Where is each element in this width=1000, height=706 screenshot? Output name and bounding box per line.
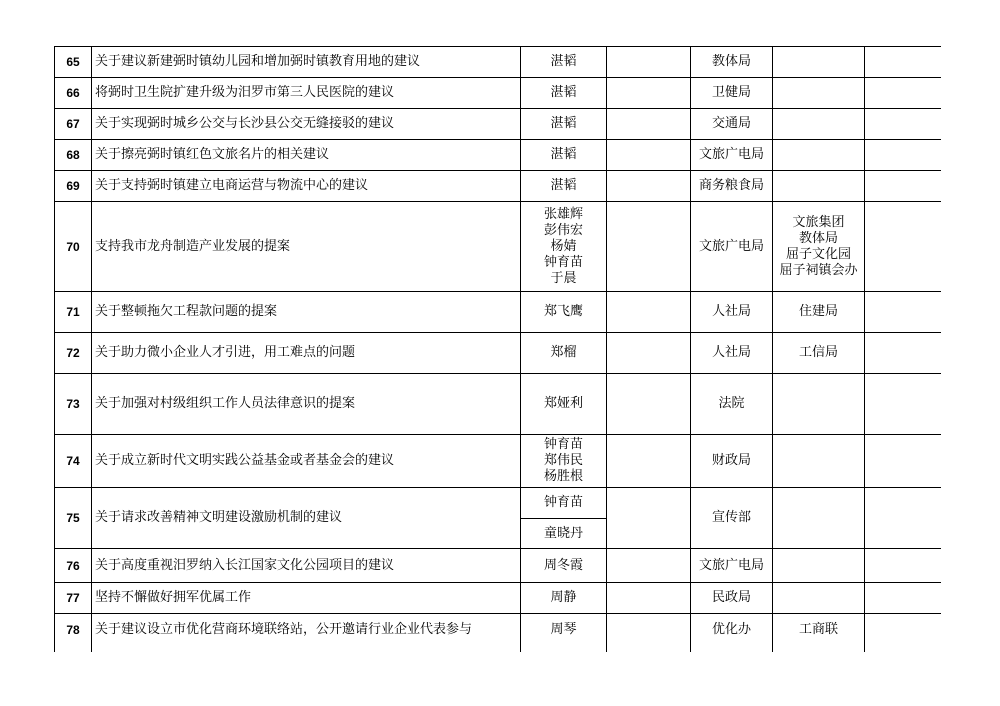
- assist-unit-line: 文旅集团: [792, 214, 845, 230]
- assist-unit: [773, 140, 865, 171]
- proposer: 湛韬: [521, 47, 607, 78]
- assist-unit: [773, 488, 865, 549]
- assist-unit-line: 屈子祠镇会办: [779, 262, 858, 278]
- empty-cell: [607, 488, 691, 549]
- proposer: 周琴: [521, 614, 607, 653]
- table-row: [55, 109, 942, 140]
- proposer: [521, 202, 607, 292]
- lead-unit: 人社局: [691, 292, 773, 333]
- remark-cell: [865, 202, 942, 292]
- remark-cell: [865, 374, 942, 435]
- table-row: [55, 583, 942, 614]
- proposer: 湛韬: [521, 78, 607, 109]
- row-number: 69: [55, 171, 92, 202]
- assist-unit: 工信局: [773, 333, 865, 374]
- empty-cell: [607, 333, 691, 374]
- lead-unit: 宣传部: [691, 488, 773, 549]
- table-row: [55, 488, 942, 519]
- assist-unit: [773, 202, 865, 292]
- row-number: 73: [55, 374, 92, 435]
- empty-cell: [607, 171, 691, 202]
- table-row: [55, 202, 942, 292]
- proposal-title: 关于成立新时代文明实践公益基金或者基金会的建议: [92, 435, 521, 488]
- lead-unit: 文旅广电局: [691, 549, 773, 583]
- proposal-title: 关于建议设立市优化营商环境联络站，公开邀请行业企业代表参与: [92, 614, 521, 653]
- remark-cell: [865, 47, 942, 78]
- proposer: 童晓丹: [521, 519, 607, 549]
- proposer-line: 钟育苗: [543, 437, 583, 452]
- empty-cell: [607, 78, 691, 109]
- row-number: 75: [55, 488, 92, 549]
- assist-unit: 工商联: [773, 614, 865, 653]
- remark-cell: [865, 292, 942, 333]
- assist-unit-line: 教体局: [798, 230, 838, 246]
- row-number: 66: [55, 78, 92, 109]
- lead-unit: 商务粮食局: [691, 171, 773, 202]
- row-number: 77: [55, 583, 92, 614]
- proposer: 郑娅利: [521, 374, 607, 435]
- row-number: 74: [55, 435, 92, 488]
- proposer: 钟育苗: [521, 488, 607, 519]
- lead-unit: 民政局: [691, 583, 773, 614]
- proposer: 周冬霞: [521, 549, 607, 583]
- proposal-title: 关于建议新建弼时镇幼儿园和增加弼时镇教育用地的建议: [92, 47, 521, 78]
- proposer: 周静: [521, 583, 607, 614]
- remark-cell: [865, 78, 942, 109]
- row-number: 70: [55, 202, 92, 292]
- proposer-line: 杨胜根: [543, 469, 583, 484]
- table-row: [55, 292, 942, 333]
- proposal-table: [54, 46, 941, 652]
- proposer: [521, 435, 607, 488]
- row-number: 72: [55, 333, 92, 374]
- table-row: [55, 435, 942, 488]
- empty-cell: [607, 435, 691, 488]
- proposal-title: 将弼时卫生院扩建升级为汨罗市第三人民医院的建议: [92, 78, 521, 109]
- proposal-title: 关于擦亮弼时镇红色文旅名片的相关建议: [92, 140, 521, 171]
- empty-cell: [607, 549, 691, 583]
- proposer: 湛韬: [521, 140, 607, 171]
- lead-unit: 教体局: [691, 47, 773, 78]
- table-row: [55, 374, 942, 435]
- lead-unit: 法院: [691, 374, 773, 435]
- empty-cell: [607, 374, 691, 435]
- assist-unit: 住建局: [773, 292, 865, 333]
- empty-cell: [607, 292, 691, 333]
- empty-cell: [607, 109, 691, 140]
- remark-cell: [865, 583, 942, 614]
- table-row: [55, 47, 942, 78]
- remark-cell: [865, 171, 942, 202]
- empty-cell: [607, 47, 691, 78]
- proposer-line: 杨婧: [550, 238, 577, 254]
- proposal-title: 关于支持弼时镇建立电商运营与物流中心的建议: [92, 171, 521, 202]
- remark-cell: [865, 614, 942, 653]
- proposer-line: 郑伟民: [543, 453, 583, 468]
- assist-unit: [773, 171, 865, 202]
- proposer: 郑榴: [521, 333, 607, 374]
- row-number: 65: [55, 47, 92, 78]
- proposer-line: 彭伟宏: [543, 222, 583, 238]
- remark-cell: [865, 333, 942, 374]
- table-row: [55, 549, 942, 583]
- table-row: [55, 333, 942, 374]
- proposer-line: 张雄辉: [543, 206, 583, 222]
- proposal-title: 关于实现弼时城乡公交与长沙县公交无缝接驳的建议: [92, 109, 521, 140]
- row-number: 71: [55, 292, 92, 333]
- lead-unit: 财政局: [691, 435, 773, 488]
- empty-cell: [607, 614, 691, 653]
- empty-cell: [607, 202, 691, 292]
- assist-unit: [773, 78, 865, 109]
- table-row: [55, 614, 942, 653]
- remark-cell: [865, 549, 942, 583]
- remark-cell: [865, 140, 942, 171]
- row-number: 67: [55, 109, 92, 140]
- assist-unit: [773, 47, 865, 78]
- assist-unit: [773, 374, 865, 435]
- proposer: 湛韬: [521, 171, 607, 202]
- table-row: [55, 78, 942, 109]
- row-number: 76: [55, 549, 92, 583]
- proposal-title: 关于加强对村级组织工作人员法律意识的提案: [92, 374, 521, 435]
- assist-unit-line: 屈子文化园: [785, 246, 851, 262]
- lead-unit: 优化办: [691, 614, 773, 653]
- remark-cell: [865, 435, 942, 488]
- proposer-line: 于晨: [550, 270, 577, 286]
- assist-unit: [773, 549, 865, 583]
- lead-unit: 文旅广电局: [691, 202, 773, 292]
- proposer-line: 钟育苗: [543, 254, 583, 270]
- proposal-title: 坚持不懈做好拥军优属工作: [92, 583, 521, 614]
- assist-unit: [773, 583, 865, 614]
- proposal-title: 关于请求改善精神文明建设激励机制的建议: [92, 488, 521, 549]
- row-number: 78: [55, 614, 92, 653]
- assist-unit: [773, 435, 865, 488]
- lead-unit: 交通局: [691, 109, 773, 140]
- empty-cell: [607, 140, 691, 171]
- spreadsheet-page: [54, 46, 941, 652]
- row-number: 68: [55, 140, 92, 171]
- remark-cell: [865, 109, 942, 140]
- proposal-title: 支持我市龙舟制造产业发展的提案: [92, 202, 521, 292]
- remark-cell: [865, 488, 942, 549]
- lead-unit: 人社局: [691, 333, 773, 374]
- table-row: [55, 171, 942, 202]
- proposer: 湛韬: [521, 109, 607, 140]
- empty-cell: [607, 583, 691, 614]
- proposal-title: 关于整顿拖欠工程款问题的提案: [92, 292, 521, 333]
- table-row: [55, 140, 942, 171]
- proposer: 郑飞鹰: [521, 292, 607, 333]
- proposal-title: 关于助力微小企业人才引进，用工难点的问题: [92, 333, 521, 374]
- lead-unit: 文旅广电局: [691, 140, 773, 171]
- proposal-title: 关于高度重视汨罗纳入长江国家文化公园项目的建议: [92, 549, 521, 583]
- lead-unit: 卫健局: [691, 78, 773, 109]
- assist-unit: [773, 109, 865, 140]
